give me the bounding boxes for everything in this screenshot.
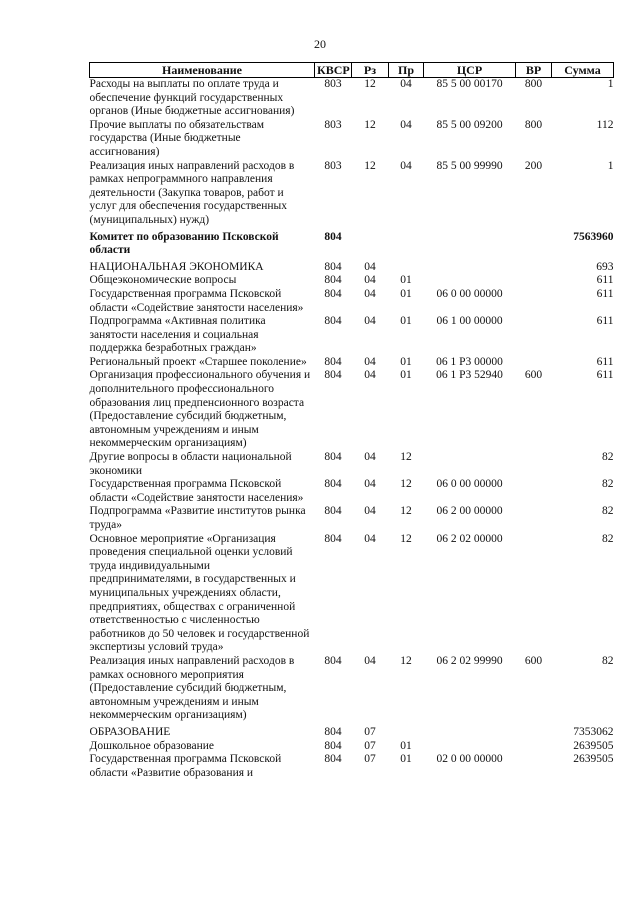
cell-pr: 12 xyxy=(400,451,412,464)
cell-csr xyxy=(424,740,516,754)
cell-vr xyxy=(516,740,552,754)
cell-name: Государственная программа Псковской области «Развитие образования и xyxy=(89,753,282,779)
cell-rz: 04 xyxy=(364,260,376,273)
cell-rz: 04 xyxy=(364,654,376,667)
cell-vr xyxy=(516,274,552,288)
cell-name: Основное мероприятие «Организация проведения специальной оценки условий труда индивидуальными предпринимателями, в государственных и муниципальных учреждениях области, предприятиях, обществах с ограниченной ответственностью с численностью работников до 50 человек и государственной экспертизы условий труда» xyxy=(89,532,310,654)
cell-sum: 2639505 xyxy=(573,739,614,752)
cell-kvsr: 804 xyxy=(324,505,342,518)
cell-rz: 04 xyxy=(364,532,376,545)
cell-vr xyxy=(516,451,552,478)
cell-vr xyxy=(516,228,552,258)
cell-name: Реализация иных направлений расходов в рамках основного мероприятия (Предоставление субсидий бюджетным, автономным учреждениям и иным некоммерческим организациям) xyxy=(89,654,295,722)
table-row xyxy=(90,228,614,258)
cell-vr: 800 xyxy=(524,78,543,90)
cell-csr xyxy=(424,258,516,275)
cell-pr xyxy=(389,723,424,740)
cell-sum: 82 xyxy=(602,478,614,491)
cell-name: Подпрограмма «Активная политика занятости населения и социальная поддержка безработных граждан» xyxy=(89,315,266,355)
cell-kvsr: 804 xyxy=(324,315,342,328)
cell-csr: 06 1 00 00000 xyxy=(436,315,503,328)
header-pr: Пр xyxy=(389,63,424,78)
cell-pr: 01 xyxy=(400,274,412,287)
cell-pr: 01 xyxy=(400,355,412,368)
cell-sum: 7353062 xyxy=(573,725,614,738)
budget-table xyxy=(89,62,614,780)
cell-csr: 06 0 00 00000 xyxy=(436,478,503,491)
header-sum: Сумма xyxy=(552,63,614,78)
cell-csr: 06 2 02 00000 xyxy=(436,532,503,545)
table-row xyxy=(90,740,614,754)
cell-name: Подпрограмма «Развитие институтов рынка труда» xyxy=(89,505,306,531)
cell-kvsr: 803 xyxy=(324,159,342,172)
cell-sum: 611 xyxy=(596,274,614,287)
cell-pr: 01 xyxy=(400,315,412,328)
cell-rz: 12 xyxy=(364,159,376,172)
cell-rz: 07 xyxy=(364,739,376,752)
header-vr: ВР xyxy=(516,63,552,78)
cell-pr: 01 xyxy=(400,739,412,752)
cell-rz: 04 xyxy=(364,369,376,382)
cell-rz: 04 xyxy=(364,287,376,300)
table-header-row xyxy=(90,63,614,78)
cell-pr xyxy=(389,228,424,258)
cell-rz xyxy=(352,228,389,258)
table-row xyxy=(90,451,614,478)
cell-name: НАЦИОНАЛЬНАЯ ЭКОНОМИКА xyxy=(89,260,264,273)
cell-sum: 611 xyxy=(596,287,614,300)
cell-vr: 800 xyxy=(524,118,543,131)
cell-name: Другие вопросы в области национальной экономики xyxy=(89,451,292,477)
cell-rz: 07 xyxy=(364,753,376,766)
cell-name: Государственная программа Псковской области «Содействие занятости населения» xyxy=(89,478,304,504)
cell-csr: 85 5 00 09200 xyxy=(436,118,503,131)
cell-rz: 04 xyxy=(364,355,376,368)
cell-csr: 06 1 P3 00000 xyxy=(436,355,503,368)
cell-csr: 06 2 02 99990 xyxy=(436,654,503,667)
cell-rz: 12 xyxy=(364,78,376,90)
cell-kvsr: 804 xyxy=(324,260,342,273)
cell-vr xyxy=(516,753,552,780)
table-row xyxy=(90,505,614,532)
table-body xyxy=(90,78,614,781)
table-row xyxy=(90,315,614,356)
header-name: Наименование xyxy=(90,63,315,78)
cell-sum: 1 xyxy=(607,78,614,90)
cell-kvsr: 804 xyxy=(324,532,342,545)
cell-pr xyxy=(389,258,424,275)
cell-pr: 12 xyxy=(400,532,412,545)
table-row xyxy=(90,78,614,119)
cell-csr xyxy=(424,451,516,478)
cell-kvsr: 803 xyxy=(324,118,342,131)
cell-sum: 1 xyxy=(607,159,614,172)
cell-rz: 04 xyxy=(364,451,376,464)
table-row xyxy=(90,655,614,723)
cell-name: Реализация иных направлений расходов в рамках непрограммного направления деятельности (Закупка товаров, работ и услуг для обеспечения государственных (муниципальных) нужд) xyxy=(89,159,295,226)
cell-kvsr: 804 xyxy=(324,478,342,491)
cell-kvsr: 804 xyxy=(324,230,342,243)
cell-vr xyxy=(516,533,552,655)
cell-pr: 01 xyxy=(400,369,412,382)
table-row xyxy=(90,160,614,228)
cell-rz: 04 xyxy=(364,274,376,287)
cell-pr: 01 xyxy=(400,287,412,300)
table-row xyxy=(90,723,614,740)
cell-sum: 82 xyxy=(602,505,614,518)
cell-pr: 12 xyxy=(400,478,412,491)
cell-csr: 02 0 00 00000 xyxy=(436,753,503,766)
cell-csr xyxy=(424,228,516,258)
cell-vr: 600 xyxy=(524,369,543,382)
cell-sum: 82 xyxy=(602,451,614,464)
budget-table-container xyxy=(89,62,613,780)
header-csr: ЦСР xyxy=(424,63,516,78)
cell-vr xyxy=(516,288,552,315)
cell-csr: 85 5 00 00170 xyxy=(436,78,503,90)
cell-rz: 04 xyxy=(364,505,376,518)
cell-csr: 85 5 00 99990 xyxy=(436,159,503,172)
table-row xyxy=(90,258,614,275)
table-row xyxy=(90,119,614,160)
cell-sum: 611 xyxy=(596,355,614,368)
cell-vr xyxy=(516,356,552,370)
cell-sum: 611 xyxy=(596,315,614,328)
cell-kvsr: 804 xyxy=(324,739,342,752)
cell-vr xyxy=(516,478,552,505)
cell-rz: 04 xyxy=(364,315,376,328)
header-rz: Рз xyxy=(352,63,389,78)
cell-sum: 7563960 xyxy=(573,230,614,243)
cell-pr: 12 xyxy=(400,505,412,518)
cell-rz: 07 xyxy=(364,725,376,738)
cell-csr xyxy=(424,723,516,740)
table-row xyxy=(90,274,614,288)
cell-pr: 12 xyxy=(400,654,412,667)
cell-name: Региональный проект «Старшее поколение» xyxy=(89,355,307,368)
cell-sum: 82 xyxy=(602,654,614,667)
cell-name: Расходы на выплаты по оплате труда и обеспечение функций государственных органов (Иные бюджетные ассигнования) xyxy=(89,78,295,118)
cell-vr: 600 xyxy=(524,654,543,667)
table-row xyxy=(90,356,614,370)
cell-pr: 04 xyxy=(400,159,412,172)
cell-kvsr: 804 xyxy=(324,369,342,382)
cell-kvsr: 804 xyxy=(324,287,342,300)
cell-csr: 06 1 P3 52940 xyxy=(436,369,503,382)
cell-kvsr: 804 xyxy=(324,753,342,766)
cell-vr xyxy=(516,505,552,532)
table-row xyxy=(90,753,614,780)
cell-csr xyxy=(424,274,516,288)
cell-name: Общеэкономические вопросы xyxy=(89,274,237,287)
page-number: 20 xyxy=(314,37,326,51)
cell-vr xyxy=(516,258,552,275)
cell-kvsr: 804 xyxy=(324,451,342,464)
cell-sum: 2639505 xyxy=(573,753,614,766)
cell-pr: 04 xyxy=(400,118,412,131)
cell-vr xyxy=(516,315,552,356)
cell-vr xyxy=(516,723,552,740)
cell-csr: 06 0 00 00000 xyxy=(436,287,503,300)
cell-name: Дошкольное образование xyxy=(89,739,215,752)
cell-rz: 12 xyxy=(364,118,376,131)
cell-name: ОБРАЗОВАНИЕ xyxy=(89,725,171,738)
cell-rz: 04 xyxy=(364,478,376,491)
cell-sum: 82 xyxy=(602,532,614,545)
table-row xyxy=(90,533,614,655)
cell-csr: 06 2 00 00000 xyxy=(436,505,503,518)
table-row xyxy=(90,288,614,315)
cell-kvsr: 804 xyxy=(324,654,342,667)
header-kvsr: КВСР xyxy=(315,63,352,78)
cell-name: Государственная программа Псковской области «Содействие занятости населения» xyxy=(89,287,304,314)
table-row xyxy=(90,478,614,505)
cell-pr: 04 xyxy=(400,78,412,90)
cell-kvsr: 804 xyxy=(324,725,342,738)
cell-vr: 200 xyxy=(524,159,543,172)
cell-kvsr: 804 xyxy=(324,274,342,287)
cell-name: Организация профессионального обучения и дополнительного профессионального образования лиц предпенсионного возраста (Предоставление субсидий бюджетным, автономным учреждениям и иным некоммерческим организациям) xyxy=(89,369,311,450)
cell-kvsr: 804 xyxy=(324,355,342,368)
cell-sum: 693 xyxy=(596,260,614,273)
cell-kvsr: 803 xyxy=(324,78,342,90)
cell-sum: 611 xyxy=(596,369,614,382)
cell-name: Прочие выплаты по обязательствам государства (Иные бюджетные ассигнования) xyxy=(89,118,265,158)
cell-name: Комитет по образованию Псковской области xyxy=(89,230,279,257)
cell-sum: 112 xyxy=(596,118,614,131)
table-row xyxy=(90,369,614,451)
cell-pr: 01 xyxy=(400,753,412,766)
